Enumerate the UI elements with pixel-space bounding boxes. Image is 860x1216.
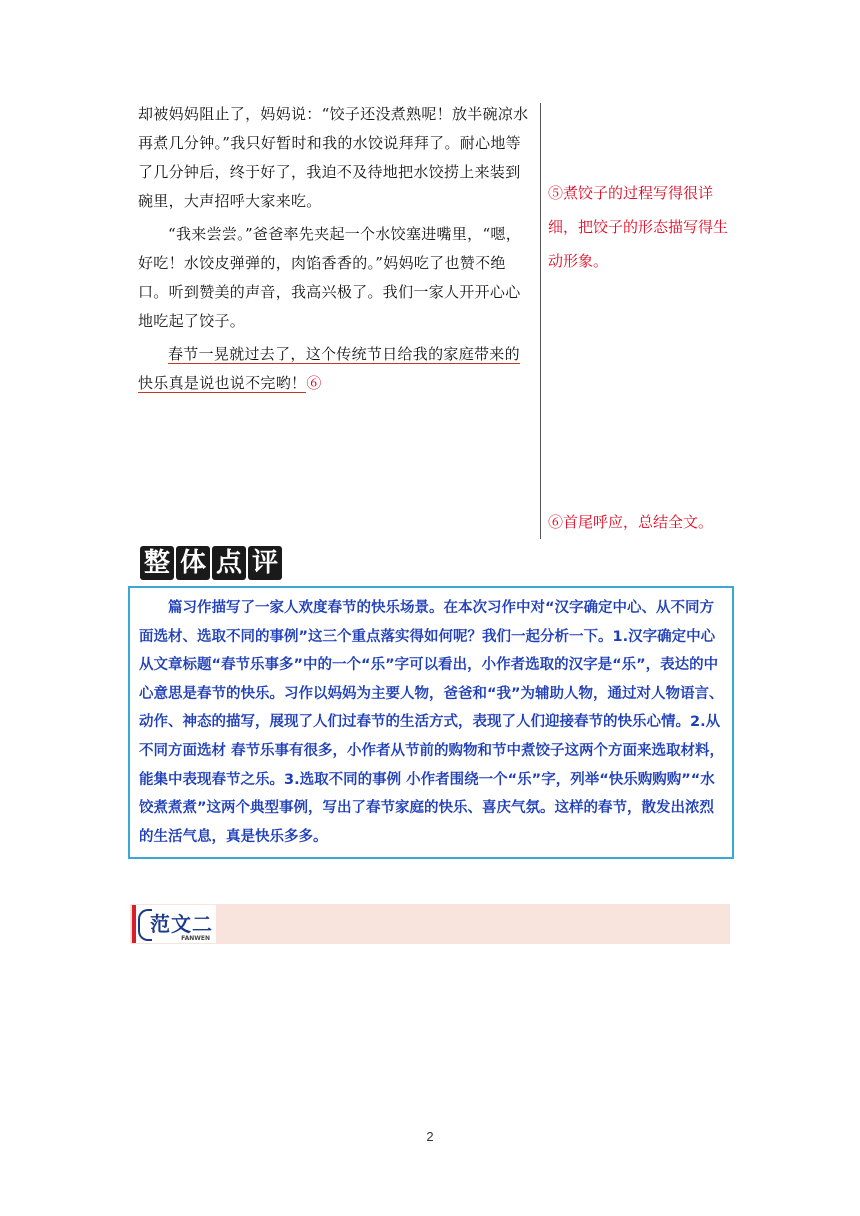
- sample-essay-title: 范文二: [150, 912, 213, 936]
- essay-column: [138, 100, 534, 398]
- banner-char-2: 体: [176, 546, 210, 580]
- column-divider: [540, 103, 541, 539]
- essay-paragraph-3: [138, 340, 534, 398]
- banner-char-1: 整: [140, 546, 174, 580]
- essay-paragraph-1: 却被妈妈阻止了，妈妈说：“饺子还没煮熟呢！放半碗凉水再煮几分钟。”我只好暂时和我的水饺说拜拜了。耐心地等了几分钟后，终于好了，我迫不及待地把水饺捞上来装到碗里，大声招呼大家来吃。: [138, 105, 529, 210]
- essay-marker-6: ⑥: [306, 374, 322, 392]
- sample-essay-header-bar: [130, 904, 730, 944]
- banner-char-4: 评: [248, 546, 282, 580]
- banner-char-3: 点: [212, 546, 246, 580]
- page-number: 2: [426, 1129, 434, 1144]
- sample-essay-logo: [132, 905, 216, 943]
- essay-paragraph-3-text: 春节一晃就过去了，这个传统节日给我的家庭带来的快乐真是说也说不完哟！: [138, 345, 520, 392]
- essay-paragraph-2: “我来尝尝。”爸爸率先夹起一个水饺塞进嘴里，“嗯，好吃！水饺皮弹弹的，肉馅香香的。”妈妈吃了也赞不绝口。听到赞美的声音，我高兴极了。我们一家人开开心心地吃起了饺子。: [138, 225, 522, 330]
- annotation-6: ⑥首尾呼应，总结全文。: [548, 513, 714, 531]
- sample-essay-subtitle: FANWEN: [181, 935, 210, 942]
- overall-review-banner: [140, 546, 282, 582]
- overall-review-box: 篇习作描写了一家人欢度春节的快乐场景。在本次习作中对“汉字确定中心、从不同方面选材、选取不同的事例”这三个重点落实得如何呢？我们一起分析一下。1.汉字确定中心从文章标题“春节乐事多”中的一个“乐”字可以看出，小作者选取的汉字是“乐”，表达的中心意思是春节的快乐。习作以妈妈为主要人物，爸爸和“我”为辅助人物，通过对人物语言、动作、神态的描写，展现了人们过春节的生活方式，表现了人们迎接春节的快乐心情。2.从不同方面选材 春节乐事有很多，小作者从节前的购物和节中煮饺子这两个方面来选取材料，能集中表现春节之乐。3.选取不同的事例 小作者围绕一个“乐”字，列举“快乐购购购”“水饺煮煮煮”这两个典型事例，写出了春节家庭的快乐、喜庆气氛。这样的春节，散发出浓烈的生活气息，真是快乐多多。: [128, 586, 734, 859]
- annotation-5: ⑤煮饺子的过程写得很详细，把饺子的形态描写得生动形象。: [548, 184, 729, 270]
